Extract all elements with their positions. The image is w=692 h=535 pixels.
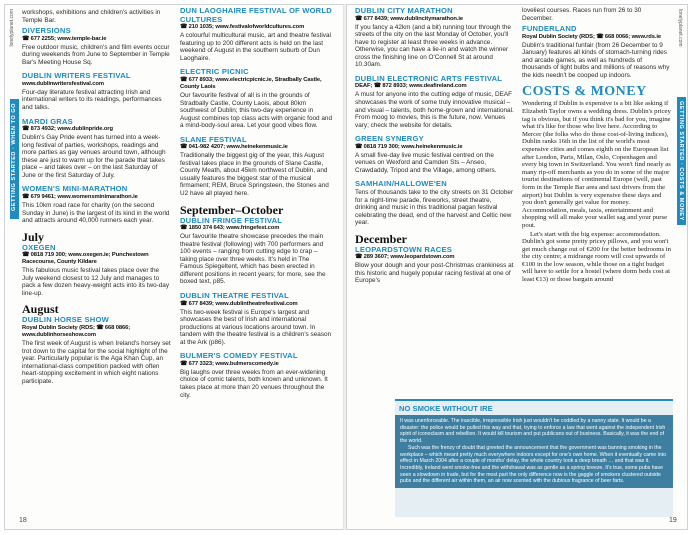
right-column-1 [355, 7, 515, 286]
event-body: Blow your dough and your post-Christmas crankiness at this historic and hugely popular racing festival at one of Europe's [355, 262, 514, 285]
event-info: ☎ 677 8439; www.dublintheatrefestival.com [180, 300, 298, 307]
event-title: ELECTRIC PICNIC [180, 67, 249, 77]
event-title: DUBLIN THEATRE FESTIVAL [180, 291, 289, 300]
right-page [346, 4, 688, 530]
section-body: Wondering if Dublin is expensive is a bit like asking if Elizabeth Taylor owns a wedding dress. Dublin's pricey tag is obvious, but if you think it's bad for you, imagine what it's like for those who live here. According to Mercer (the folks who do those cost-of-living indices), Dublin ranks 16th in the list of the world's most expensive cities and comes eighth on the European list after London, Paris, Milan, Oslo, Copenhagen and every big town in Switzerland. You won't find nearly as many rip-off merchants as you do in some of the major tourist destinations of continental Europe (well, past form in the Temple Bar area and taxi drivers from the airport) but Dublin is very expensive these days and you don't generally get value for money. Accommodation, meals, taxis, entertainment and shopping will all make your wallet sag and your purse pout. [522, 100, 671, 229]
event-info: ☎ 677 2255; www.temple-bar.ie [22, 35, 107, 42]
event-body: A must for anyone into the cutting edge of music, DEAF showcases the work of some truly innovative musical – and visual – talents, both home-grown and international. From moog to movies, this is the future, now. Venues vary; check the website for details. [355, 91, 514, 129]
event-body: Our favourite theatre showcase precedes the main theatre festival (following) with 700 performers and 100 events – ranging from cutting edge to crap – taking place over three weeks. It's held in The Famous Spiegeltent, which has been erected in different positions in recent years; for more, see the boxed text, p85. [180, 233, 326, 286]
event-info: ☎ 041-982 4207; www.heinekenmusic.ie [180, 144, 288, 151]
event-info: www.dublinwritersfestival.com [22, 80, 104, 87]
event-title: DUBLIN ELECTRONIC ARTS FESTIVAL [355, 73, 503, 83]
left-side-url: lonelyplanet.com [9, 9, 15, 47]
left-page [4, 4, 344, 530]
event-title: OXEGEN [22, 242, 56, 252]
event-body: Traditionally the biggest gig of the year, this August festival takes place in the grounds of Slane Castle, County Meath, about 45km northwest of Dublin, and usually features the biggest star of the musical firmament; REM, Bruce Springsteen, the Stones and U2 have all played here. [180, 152, 329, 198]
event-info: ☎ 677 8439; www.dublincitymarathon.ie [355, 15, 464, 22]
event-info: ☎ 289 3607; www.leopardstown.com [355, 254, 455, 261]
event-title: SAMHAIN/HALLOWE'EN [355, 179, 447, 189]
event-title: LEOPARDSTOWN RACES [355, 244, 452, 254]
intro-text: loveliest courses. Races run from 26 to 30 December. [522, 7, 642, 22]
right-tab-label: GETTING STARTED · COSTS & MONEY [678, 101, 684, 221]
event-title: DUBLIN CITY MARATHON [355, 6, 453, 15]
event-title: FUNDERLAND [522, 24, 577, 34]
event-body: If you fancy a 42km (and a bit) running tour through the streets of the city on the last Monday of October, you'll have to register at least three weeks in advance. Otherwise, you can have a lie-in and watch the winner cross the finishing line on O'Connell St at around 10.30am. [355, 23, 511, 69]
event-info: ☎ 677 8933; www.electricpicnic.ie, Stradbally Castle, County Laois [180, 76, 322, 90]
intro-text: workshops, exhibitions and children's activities in Temple Bar. [22, 9, 161, 24]
event-info: ☎ 210 1035; www.festivalofworldcultures.com [180, 24, 305, 31]
event-info: ☎ 0818 719 300; www.heinekenmusic.ie [355, 143, 463, 150]
event-info: ☎ 679 9461; www.womensminimarathon.ie [22, 194, 138, 201]
event-title: DUBLIN FRINGE FESTIVAL [180, 215, 283, 225]
event-info: ☎ 1850 374 643; www.fringefest.com [180, 225, 280, 232]
section-body: Let's start with the big expense: accommodation. Dublin's got some pretty pricey pillows, and you won't get much change out of €200 for the better bedrooms in the city centre; a midrange room will cost upwards of €100 in the low season, while those on a tight budget will have to settle for a hostel (where dorm beds cost at least €13) or those bargain around [522, 230, 671, 284]
event-title: SLANE FESTIVAL [180, 134, 247, 144]
box-paragraph: It was unenforceable. The irascible, irrepressible Irish just wouldn't be coddled by a nanny state. It would be a disaster: the police would be pulled this way and that, trying to enforce a law that went against the independent Irish spirit of iconoclasm and rebellion. It would kill tourism and put publicans out of business. Basically, it was the end of the world. [400, 418, 666, 445]
event-body: This fabulous music festival takes place over the July weekend closest to 12 July and manages to pack a few dozen heavy-weight acts into its two-day line-up. [22, 267, 170, 297]
month-heading: July [22, 229, 45, 244]
section-heading: COSTS & MONEY [522, 84, 647, 100]
event-body: This two-week festival is Europe's largest and showcases the best of Irish and international productions at various locations around town. In tandem with the theatre festival is a children's season at the Ark (p86). [180, 308, 332, 346]
month-heading: September–October [180, 202, 284, 217]
event-title: DUN LAOGHAIRE FESTIVAL OF WORLD CULTURES [180, 6, 332, 24]
event-title: DUBLIN HORSE SHOW [22, 315, 109, 325]
event-body: Four-day literature festival attracting Irish and international writers to its readings, performances and talks. [22, 88, 162, 112]
event-info: ☎ 873 4932; www.dublinpride.org [22, 126, 113, 133]
box-body [395, 415, 673, 488]
event-title: GREEN SYNERGY [355, 134, 424, 144]
event-title: BULMER'S COMEDY FESTIVAL [180, 351, 298, 361]
event-title: DIVERSIONS [22, 26, 71, 36]
event-body: A colourful multicultural music, art and theatre festival featuring up to 200 different acts is held on the last weekend of August in the southern suburb of Dun Laoghaire. [180, 32, 331, 62]
month-heading: December [355, 231, 407, 246]
event-info: Royal Dublin Society (RDS; ☎ 668 0066; www.rds.ie [522, 33, 662, 40]
boxed-text [395, 399, 673, 517]
event-body: Dublin's Gay Pride event has turned into a week-long festival of parties, workshops, readings and more parties as gay venues around town, although these are just to warm up for the parade that takes place – and takes over – on the last Saturday of June or the first Saturday of July. [22, 134, 166, 179]
event-body: This 10km road race for charity (on the second Sunday in June) is the largest of its kind in the world and attracts around 40,000 runners each year. [22, 202, 170, 225]
event-info: Royal Dublin Society (RDS; ☎ 668 0866; www.dublinhorseshow.com [22, 325, 131, 339]
event-title: DUBLIN WRITERS FESTIVAL [22, 71, 131, 81]
page-number: 18 [19, 517, 27, 524]
event-body: Free outdoor music, children's and film events occur during weekends from June to September in Temple Bar's Meeting House Sq. [22, 43, 170, 66]
event-body: Our favourite festival of all is in the grounds of Stradbally Castle, County Laois, about 80km southwest of Dublin; this two-day experience in August combines top class acts with organic food and a mind-body-soul area. Let your good vibes flow. [180, 91, 333, 130]
event-info: DEAF; ☎ 872 8933; www.deafireland.com [355, 83, 467, 90]
box-paragraph: Such was the frenzy of doubt that greeted the announcement that the government was banning smoking in the workplace – which meant pretty much everywhere indoors except for one's own home. When it eventually came into effect in March 2004 after a couple of months' delay, the whole country took a deep breath … and that was it. Incredibly, Ireland went smoke-free and the withdrawal was as gentle as a spring breeze. It's true, some pubs have seen a slowdown in trade, but for the most part the only difference now is the gaggle of smokers clustered outside pubs and the different air within them, an air now scented with the dubious fragrance of beer farts. [400, 444, 666, 485]
left-column-1 [22, 9, 172, 386]
event-body: Tens of thousands take to the city streets on 31 October for a night-time parade, fireworks, street theatre, drinking and music in this traditional pagan festival celebrating the dead, end of the harvest and Celtic new year. [355, 189, 514, 227]
event-body: The first week of August is when Ireland's horsey set trot down to the capital for the social highlight of the year. Particularly popular is the Aga Khan Cup, an international-class competition packed with often heart-stopping excitement in which eight nations participate. [22, 340, 171, 385]
event-title: MARDI GRAS [22, 116, 73, 126]
event-info: ☎ 0818 719 300; www.oxegen.ie; Punchestown Racecourse, County Kildare [22, 252, 149, 266]
event-body: Dublin's traditional funfair (from 26 December to 9 January) features all kinds of stomach-turning rides and arcade games, as well as hundreds of thousands of light bulbs and millions of reasons why the kids needn't be cooped up indoors. [522, 41, 670, 79]
box-title: NO SMOKE WITHOUT IRE [399, 404, 493, 413]
page-number: 19 [669, 517, 677, 524]
right-column-2 [522, 7, 672, 285]
left-column-2 [180, 7, 333, 400]
event-body: Big laughs over three weeks from an ever-widening choice of comic talents, both known and unknown. It takes place at more than 20 venues throughout the city. [180, 368, 328, 399]
event-info: ☎ 677 3323; www.bulmerscomedy.ie [180, 360, 279, 367]
left-tab-label: GETTING STARTED · WHEN TO GO [11, 103, 17, 211]
event-body: A small five-day live music festival centred on the venues on Wexford and Camden Sts – Anseo, Crawdaddy, Tripod and the Village, among others. [355, 151, 497, 174]
right-side-url: lonelyplanet.com [677, 9, 683, 47]
month-heading: August [22, 302, 59, 317]
event-title: WOMEN'S MINI-MARATHON [22, 184, 128, 194]
